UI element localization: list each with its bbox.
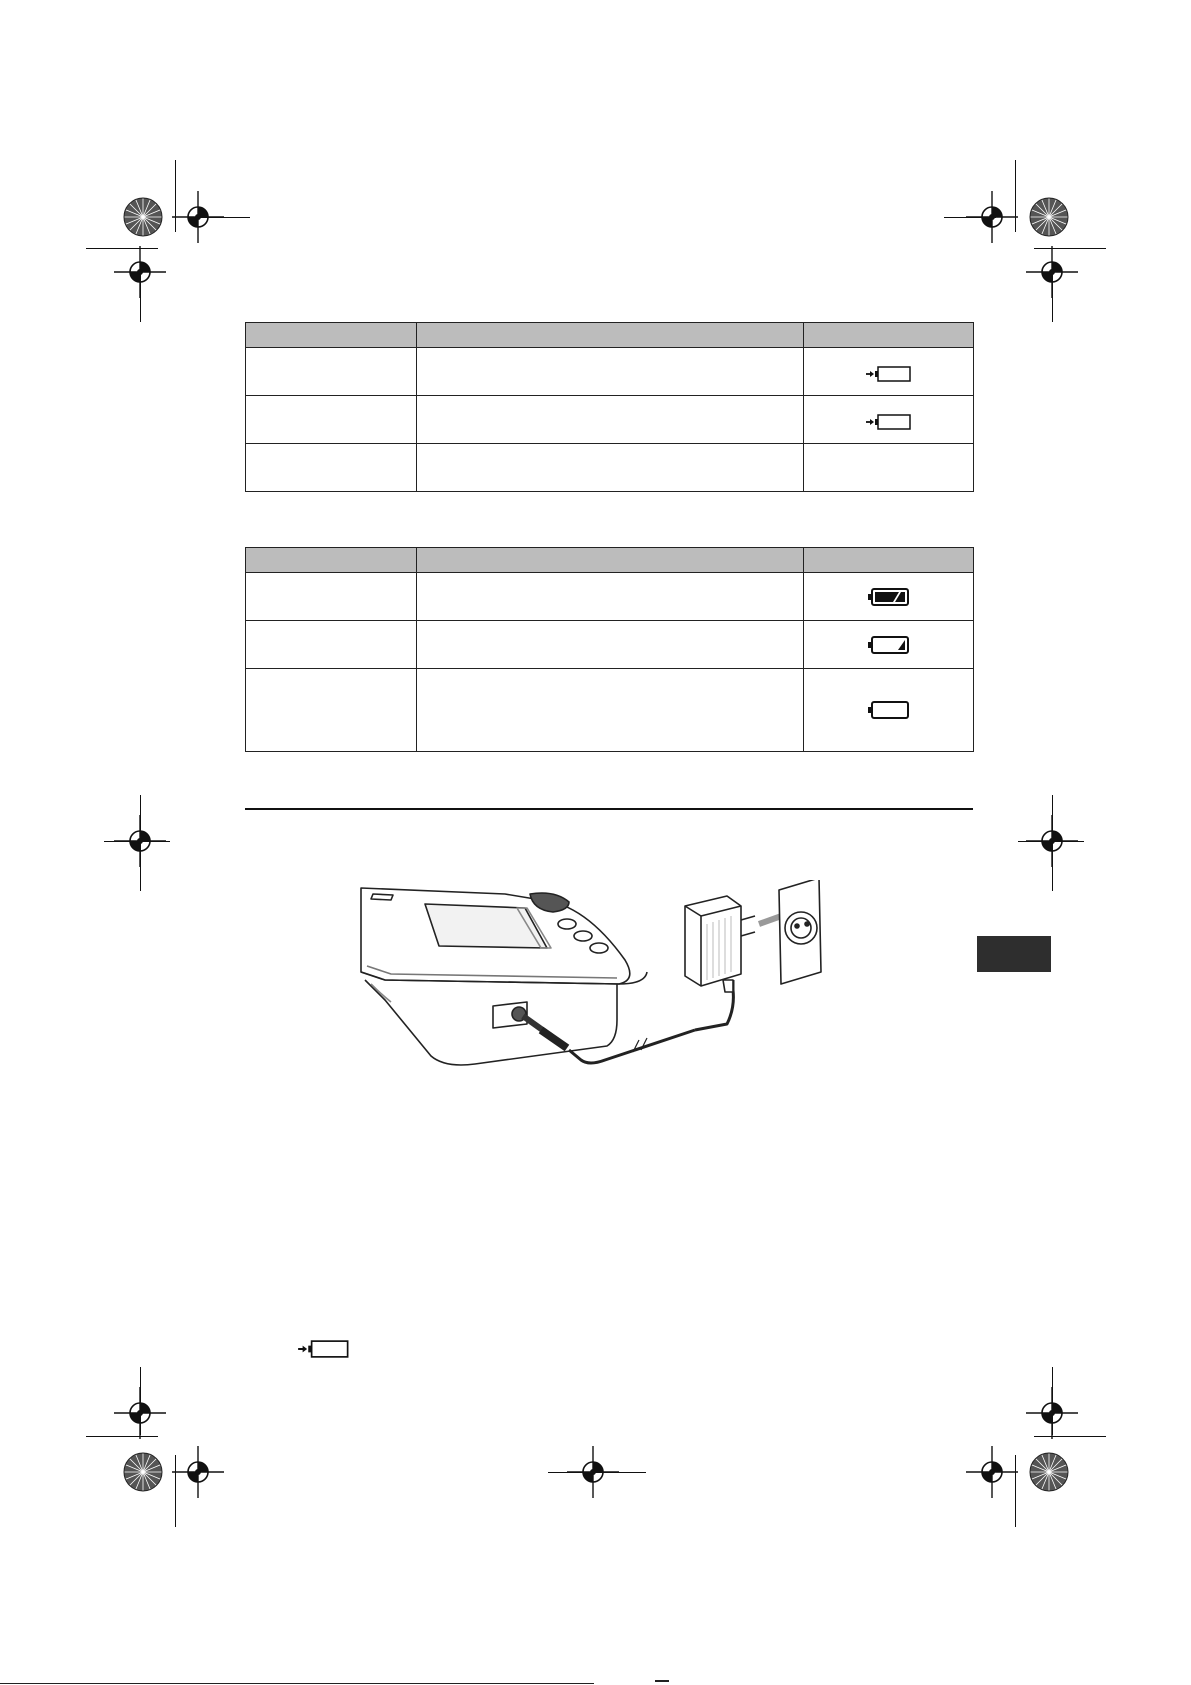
crop-line	[1034, 1436, 1106, 1437]
crop-line	[175, 1455, 176, 1527]
crop-line	[1015, 160, 1016, 232]
crop-line	[140, 1367, 141, 1435]
plug-battery-icon	[866, 366, 912, 382]
table-header-cell	[246, 548, 417, 573]
crop-line	[86, 1436, 158, 1437]
color-registration-mark-icon	[123, 197, 163, 237]
plug-battery-icon	[298, 1340, 350, 1358]
crop-line	[944, 217, 996, 218]
table-row	[246, 348, 974, 396]
table-row	[246, 621, 974, 669]
crop-line	[1018, 841, 1084, 842]
crop-line	[86, 248, 158, 249]
crop-line	[104, 841, 170, 842]
page-edge-line	[0, 1683, 594, 1684]
crop-line	[1052, 795, 1053, 891]
table-header-cell	[417, 548, 804, 573]
page-edge-tick	[655, 1680, 669, 1682]
crop-line	[140, 270, 141, 322]
table-header-cell	[246, 323, 417, 348]
color-registration-mark-icon	[1029, 1452, 1069, 1492]
table-row	[246, 573, 974, 621]
status-table-2	[245, 547, 974, 752]
table-header-cell	[417, 323, 804, 348]
section-side-tab	[977, 936, 1051, 972]
section-divider	[245, 808, 973, 810]
status-table-1	[245, 322, 974, 492]
plug-battery-icon	[866, 414, 912, 430]
battery-empty-icon	[868, 701, 910, 719]
ac-adapter-connection-illustration	[355, 880, 855, 1090]
color-registration-mark-icon	[123, 1452, 163, 1492]
crop-line	[175, 160, 176, 232]
crop-line	[548, 1472, 646, 1473]
registration-mark-icon	[966, 1446, 1018, 1498]
color-registration-mark-icon	[1029, 197, 1069, 237]
table-header-cell	[804, 323, 974, 348]
crop-line	[140, 795, 141, 891]
battery-full-icon	[868, 588, 910, 606]
table-row	[246, 444, 974, 492]
table-header-cell	[804, 548, 974, 573]
registration-mark-icon	[172, 1446, 224, 1498]
battery-low-icon	[868, 636, 910, 654]
table-row	[246, 669, 974, 752]
crop-line	[1034, 248, 1106, 249]
crop-line	[1052, 1367, 1053, 1435]
crop-line	[1015, 1455, 1016, 1527]
crop-line	[198, 217, 250, 218]
crop-line	[1052, 270, 1053, 322]
table-row	[246, 396, 974, 444]
